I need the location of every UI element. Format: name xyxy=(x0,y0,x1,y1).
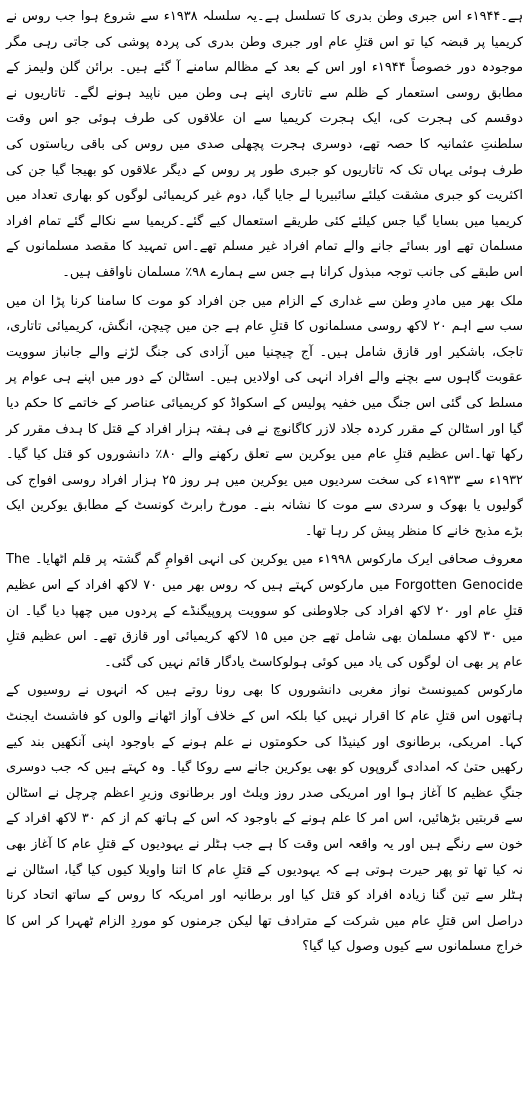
paragraph-forgotten-genocide: معروف صحافی ایرک مارکوس ۱۹۹۸ء میں یوکرین کی انہی اقوامِ گم گشتہ پر قلم اٹھایا۔ The Forgotten Genocide میں مارکوس کہتے ہیں کہ روس بھر میں ۷۰ لاکھ افراد کے اس عظیم قتلِ عام اور ۲۰ لاکھ افراد کی جلاوطنی کو سوویت پروپیگنڈے کے پردوں میں چھپا دیا گیا۔ ان میں ۳۰ لاکھ مسلمان بھی شامل تھے جن میں ۱۵ لاکھ کریمیائی اور قازق تھے۔ اس عظیم قتلِ عام پر بھی ان لوگوں کی یاد میں کوئی ہولوکاسٹ یادگار قائم نہیں کی گئی۔ xyxy=(6,552,523,670)
paragraph-crimea-deportation: ہے۔۱۹۴۴ء اس جبری وطن بدری کا تسلسل ہے۔یہ سلسلہ ۱۹۳۸ء سے شروع ہوا جب روس نے کریمیا پر قبضہ کیا تو اس قتلِ عام اور جبری وطن بدری کی پردہ پوشی کی جاتی رہی مگر موجودہ دور خصوصاً ۱۹۴۴ء اور اس کے بعد کے مظالم سامنے آ گئے ہیں۔ برائن گلن ولیمز کے مطابق روسی استعمار کے ظلم سے تاتاری اپنے ہی وطن میں ناپید ہونے لگے۔ تاتاریوں نے دوقسم کی ہجرت کی، ایک ہجرت کریمیا سے ان علاقوں کی طرف ہوئی جو اس وقت سلطنتِ عثمانیہ کا حصہ تھے، دوسری ہجرت پچھلی صدی میں روس کی باقی ریاستوں کی طرف ہوئی یہاں تک کہ تاتاریوں کو جبری طور پر روس کے دیگر علاقوں کو بھیجا گیا جن کی اکثریت کو جبری مشقت کیلئے سائبیریا لے جایا گیا، دوم غیر کریمیائی لوگوں کو بھاری تعداد میں کریمیا میں بسایا گیا جس کیلئے کئی طریقے استعمال کیے گئے۔کریمیا سے نکالے گئے تمام افراد مسلمان تھے اور بسائے جانے والے تمام افراد غیر مسلم تھے۔اس تمہید کا مقصد مسلمانوں کے اس طبقے کی جانب توجہ مبذول کرانا ہے جس سے ہمارے ۹۸٪ مسلمان ناواقف ہیں۔ xyxy=(6,9,524,280)
paragraph-soviet-massacre: ملک بھر میں مادرِ وطن سے غداری کے الزام میں جن افراد کو موت کا سامنا کرنا پڑا ان میں سب سے اہم ۲۰ لاکھ روسی مسلمانوں کا قتلِ عام ہے جن میں چیچن، انگش، کریمیائی تاتاری، تاجک، باشکیر اور قازق شامل ہیں۔ آج چیچنیا میں آزادی کی جنگ لڑنے والے جانباز سوویت عقوبت گاہوں سے بچنے والے افراد انہی کی اولادیں ہیں۔ اسٹالن کے دور میں اپنے ہی عوام پر مسلط کی گئی اس جنگ میں خفیہ پولیس کے اسکواڈ کو کریمیائی عناصر کے خاتمے کا حکم دیا گیا اور اسٹالن کے مقرر کردہ جلاد لازر کاگانوچ نے فی ہفتہ ہزار افراد کے قتل کا ہدف مقرر کر رکھا تھا۔اس عظیم قتلِ عام میں یوکرین سے تعلق رکھنے والے ۸۰٪ دانشوروں کو قتل کیا گیا۔ ۱۹۳۲ء سے ۱۹۳۳ء کی سخت سردیوں میں یوکرین میں ہر روز ۲۵ ہزار افراد روسی افواج کی گولیوں یا بھوک و سردی سے موت کا نشانہ بنے۔ مورخ رابرٹ کونسٹ کے مطابق یوکرین ایک بڑے مذبح خانے کا منظر پیش کر رہا تھا۔ xyxy=(6,293,523,539)
paragraph-western-silence: مارکوس کمیونسٹ نواز مغربی دانشوروں کا بھی رونا روتے ہیں کہ انہوں نے روسیوں کے ہاتھوں اس قتلِ عام کا اقرار نہیں کیا بلکہ اس کے خلاف آواز اٹھانے والوں کو فاشسٹ ایجنٹ کہا۔ امریکی، برطانوی اور کینیڈا کی حکومتوں نے علم ہونے کے باوجود اپنی آنکھیں بند کیے رکھیں حتیٰ کہ امدادی گروپوں کو بھی یوکرین جانے سے روکا گیا۔ وہ کہتے ہیں کہ جب دوسری جنگِ عظیم کا آغاز ہوا اور امریکی صدر روز ویلٹ اور برطانوی وزیرِ اعظم چرچل نے اسٹالن سے قربتیں بڑھائیں، اس امر کا علم ہونے کے باوجود کہ اس کے ہاتھ کم از کم ۳۰ لاکھ افراد کے خون سے رنگے ہیں اور یہ واقعہ اس وقت کا ہے جب ہٹلر نے یہودیوں کے قتلِ عام کا آغاز بھی نہ کیا تھا تو پھر حیرت ہوتی ہے کہ یہودیوں کے قتلِ عام کا اتنا واویلا کیوں کیا گیا، اسٹالن نے ہٹلر سے تین گنا زیادہ افراد کو قتل کیا اور برطانیہ اور امریکہ کا روس کے ساتھ اتحاد کرنا دراصل اس قتلِ عام میں شرکت کے مترادف تھا لیکن جرمنوں کو موردِ الزام ٹھہرا کر اس کا خراج مسلمانوں سے کیوں وصول کیا گیا؟ xyxy=(6,683,523,955)
